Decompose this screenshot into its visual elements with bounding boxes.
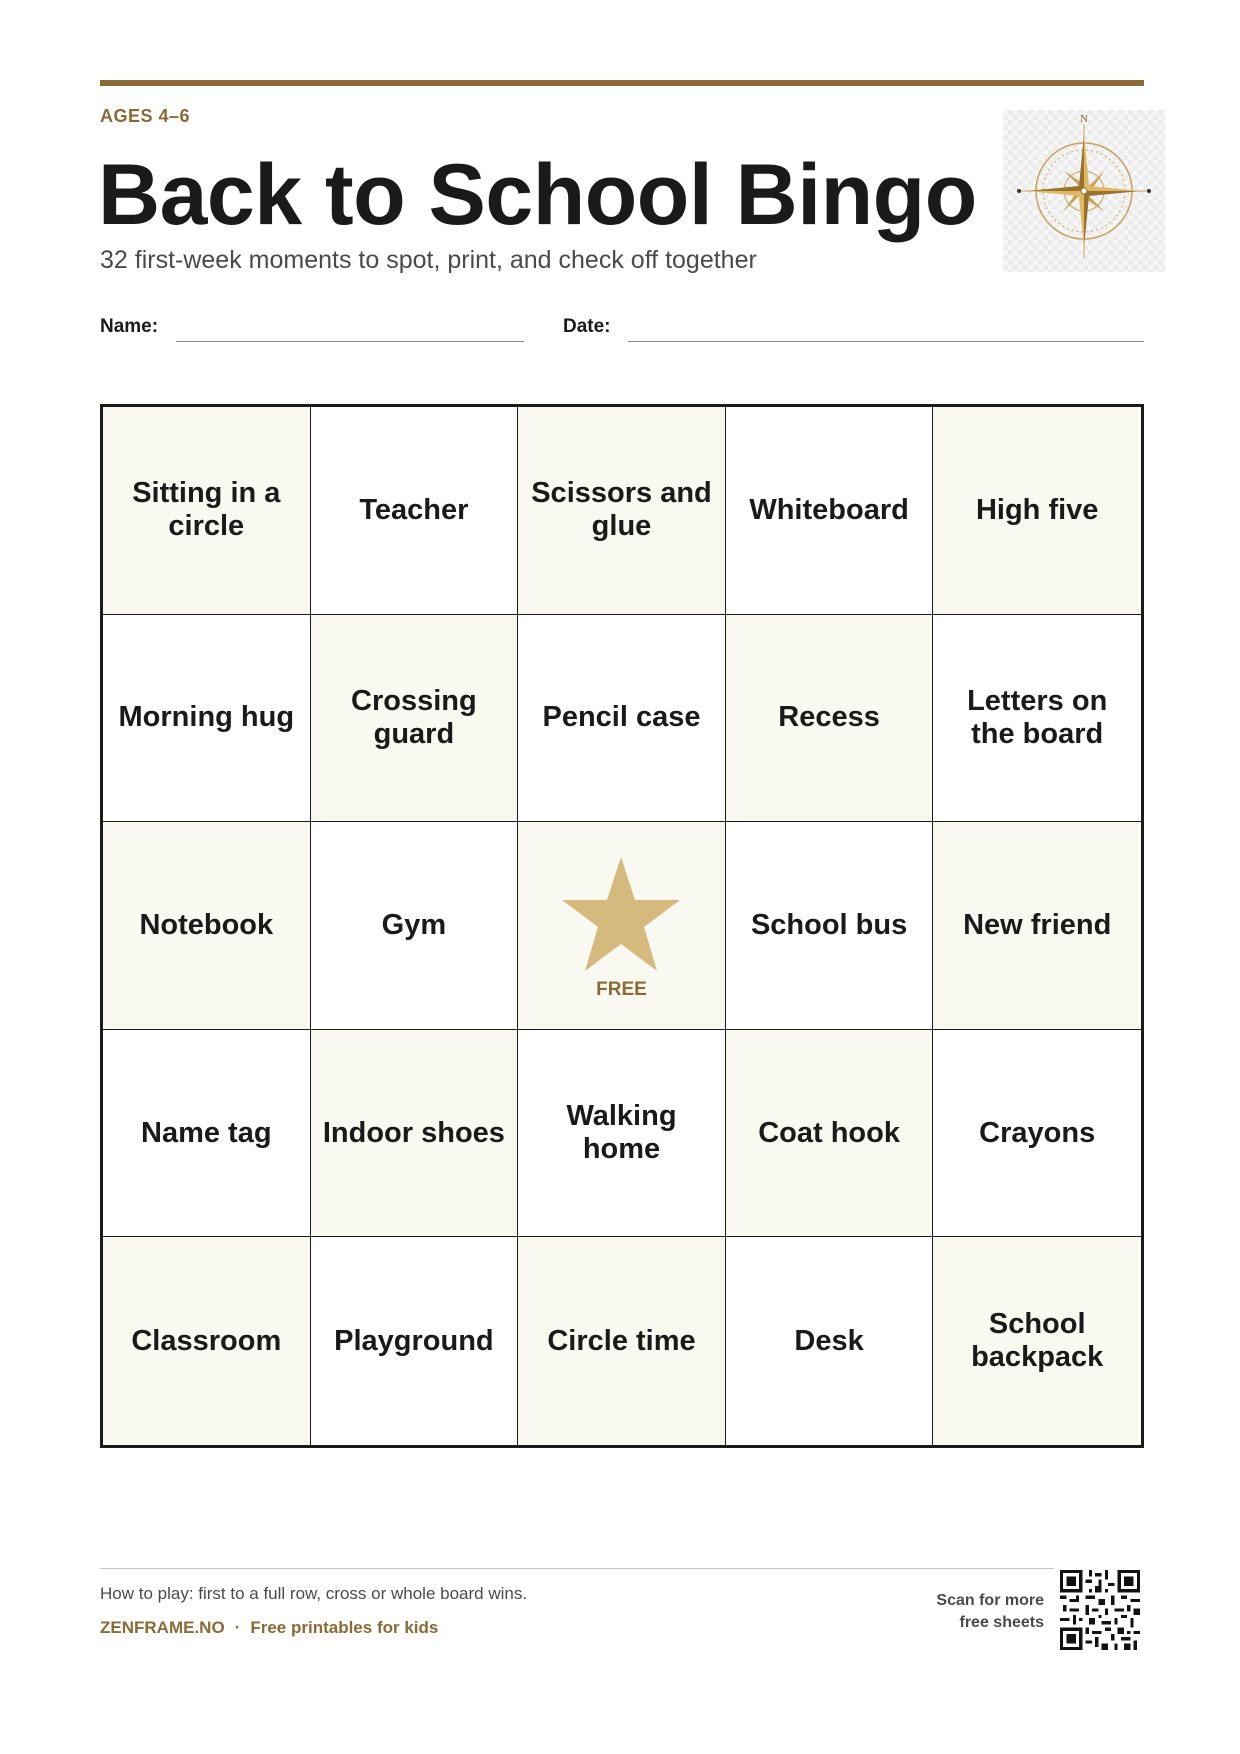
name-label: Name:	[100, 316, 159, 337]
free-space-cell[interactable]	[518, 822, 726, 1030]
bingo-cell[interactable]: Indoor shoes	[311, 1030, 519, 1238]
bingo-cell[interactable]: Desk	[726, 1237, 934, 1445]
qr-code-icon[interactable]	[1060, 1570, 1140, 1650]
bingo-cell[interactable]: Pencil case	[518, 615, 726, 823]
date-field[interactable]	[628, 341, 1144, 342]
how-to-play: How to play: first to a full row, cross or whole board wins.	[100, 1584, 528, 1603]
bingo-cell[interactable]: New friend	[933, 822, 1141, 1030]
bingo-cell[interactable]: School bus	[726, 822, 934, 1030]
bingo-cell[interactable]: High five	[933, 407, 1141, 615]
bingo-cell[interactable]: Crayons	[933, 1030, 1141, 1238]
bingo-cell[interactable]: Scissors and glue	[518, 407, 726, 615]
page-subtitle: 32 first-week moments to spot, print, and check off together	[100, 246, 757, 274]
bingo-cell[interactable]: Coat hook	[726, 1030, 934, 1238]
bingo-cell[interactable]: Circle time	[518, 1237, 726, 1445]
svg-text:N: N	[1080, 113, 1088, 125]
top-rule	[100, 80, 1144, 86]
star-icon	[560, 855, 682, 973]
bingo-cell[interactable]: Recess	[726, 615, 934, 823]
scan-line-1: Scan for more	[936, 1592, 1044, 1609]
bingo-cell[interactable]: School backpack	[933, 1237, 1141, 1445]
bingo-cell[interactable]: Playground	[311, 1237, 519, 1445]
brand-link[interactable]: ZENFRAME.NO	[100, 1618, 225, 1637]
bingo-cell[interactable]: Crossing guard	[311, 615, 519, 823]
name-field[interactable]	[176, 341, 524, 342]
bingo-board	[100, 404, 1144, 1448]
bingo-cell[interactable]: Teacher	[311, 407, 519, 615]
bingo-cell[interactable]: Gym	[311, 822, 519, 1030]
bingo-cell[interactable]: Sitting in a circle	[103, 407, 311, 615]
bingo-cell[interactable]: Notebook	[103, 822, 311, 1030]
scan-line-2: free sheets	[959, 1614, 1044, 1631]
brand-line	[100, 1618, 438, 1638]
bingo-cell[interactable]: Walking home	[518, 1030, 726, 1238]
bingo-cell[interactable]: Morning hug	[103, 615, 311, 823]
age-range: AGES 4–6	[100, 106, 191, 126]
page-title: Back to School Bingo	[98, 147, 977, 243]
separator: ·	[234, 1618, 241, 1637]
scan-caption	[844, 1590, 1044, 1634]
bingo-cell[interactable]: Whiteboard	[726, 407, 934, 615]
brand-tagline: Free printables for kids	[250, 1618, 439, 1637]
bingo-cell[interactable]: Letters on the board	[933, 615, 1141, 823]
bingo-cell[interactable]: Name tag	[103, 1030, 311, 1238]
compass-rose-icon	[1003, 110, 1165, 272]
date-label: Date:	[563, 316, 611, 337]
free-space-label: FREE	[596, 979, 647, 1001]
bingo-cell[interactable]: Classroom	[103, 1237, 311, 1445]
footer-rule	[100, 1568, 1054, 1569]
